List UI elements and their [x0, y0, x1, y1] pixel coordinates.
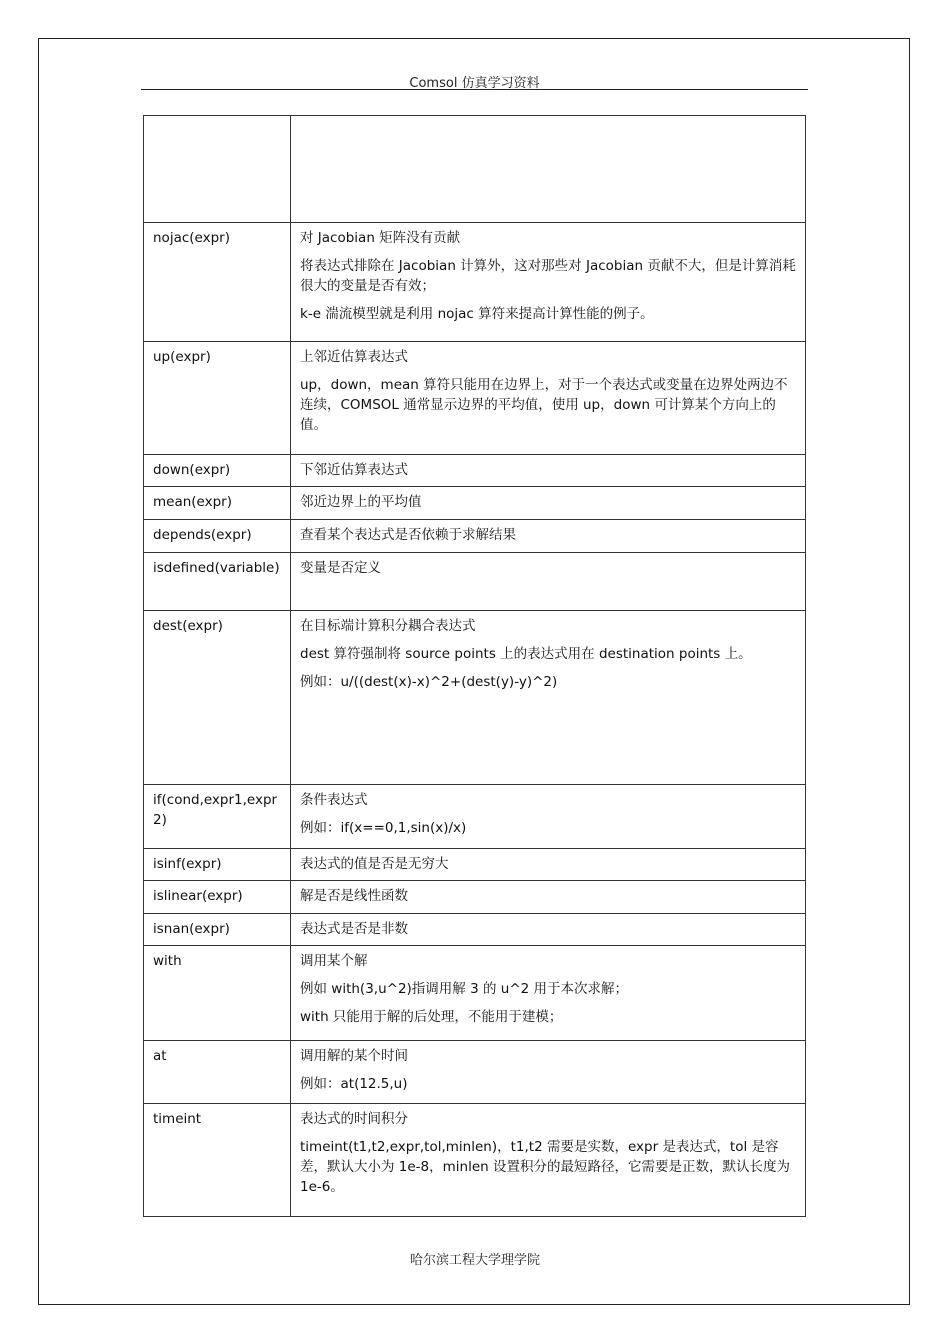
- description-paragraph: 对 Jacobian 矩阵没有贡献: [300, 230, 461, 246]
- function-description-cell: [291, 611, 806, 785]
- function-name-cell: nojac(expr): [144, 223, 291, 342]
- description-paragraph: 表达式的值是否是无穷大: [300, 856, 449, 872]
- description-paragraph: timeint(t1,t2,expr,tol,minlen)，t1,t2 需要是实数，expr 是表达式，tol 是容差，默认大小为 1e-8，minlen 设置积分的最短路径，它需要是正数，默认长度为 1e-6。: [300, 1139, 791, 1195]
- table-row: [144, 342, 806, 455]
- description-paragraph: with 只能用于解的后处理，不能用于建模；: [300, 1009, 563, 1025]
- description-paragraph: 将表达式排除在 Jacobian 计算外，这对那些对 Jacobian 贡献不大，但是计算消耗很大的变量是否有效；: [300, 258, 796, 294]
- function-name-cell: isinf(expr): [144, 849, 291, 881]
- function-description-cell: [291, 223, 806, 342]
- function-description-cell: [291, 116, 806, 223]
- table-row: [144, 487, 806, 520]
- description-paragraph: 调用某个解: [300, 953, 368, 969]
- function-table-body: [144, 116, 806, 1217]
- description-paragraph: 解是否是线性函数: [300, 888, 408, 904]
- function-name-cell: with: [144, 946, 291, 1041]
- function-name-cell: up(expr): [144, 342, 291, 455]
- function-name-cell: islinear(expr): [144, 881, 291, 914]
- table-row: [144, 881, 806, 914]
- description-paragraph: 下邻近估算表达式: [300, 462, 408, 478]
- function-description-cell: [291, 1104, 806, 1217]
- description-paragraph: 表达式的时间积分: [300, 1111, 408, 1127]
- function-description-cell: [291, 914, 806, 946]
- description-paragraph: 查看某个表达式是否依赖于求解结果: [300, 527, 516, 543]
- function-description-cell: [291, 785, 806, 849]
- table-row: [144, 455, 806, 487]
- function-name-cell: down(expr): [144, 455, 291, 487]
- description-paragraph: 例如：if(x==0,1,sin(x)/x): [300, 820, 467, 836]
- function-description-cell: [291, 487, 806, 520]
- function-description-cell: [291, 455, 806, 487]
- description-paragraph: 条件表达式: [300, 792, 368, 808]
- function-description-cell: [291, 342, 806, 455]
- table-row: [144, 946, 806, 1041]
- page-footer: 哈尔滨工程大学理学院: [409, 1253, 540, 1268]
- function-description-cell: [291, 520, 806, 553]
- table-row: [144, 553, 806, 611]
- function-name-cell: if(cond,expr1,expr2): [144, 785, 291, 849]
- function-description-cell: [291, 849, 806, 881]
- function-name-cell: at: [144, 1041, 291, 1104]
- description-paragraph: 邻近边界上的平均值: [300, 494, 422, 510]
- description-paragraph: 例如：at(12.5,u): [300, 1076, 408, 1092]
- function-name-cell: depends(expr): [144, 520, 291, 553]
- table-row: [144, 1104, 806, 1217]
- function-name-cell: timeint: [144, 1104, 291, 1217]
- function-description-cell: [291, 946, 806, 1041]
- description-paragraph: dest 算符强制将 source points 上的表达式用在 destination points 上。: [300, 646, 752, 662]
- table-row: [144, 914, 806, 946]
- table-row: [144, 1041, 806, 1104]
- description-paragraph: 例如：u/((dest(x)-x)^2+(dest(y)-y)^2): [300, 674, 558, 690]
- table-row: [144, 611, 806, 785]
- function-name-cell: dest(expr): [144, 611, 291, 785]
- description-paragraph: 变量是否定义: [300, 560, 381, 576]
- description-paragraph: 例如 with(3,u^2)指调用解 3 的 u^2 用于本次求解；: [300, 981, 629, 997]
- table-row: [144, 849, 806, 881]
- function-name-cell: mean(expr): [144, 487, 291, 520]
- description-paragraph: 在目标端计算积分耦合表达式: [300, 618, 476, 634]
- table-row: [144, 520, 806, 553]
- description-paragraph: 调用解的某个时间: [300, 1048, 408, 1064]
- function-description-cell: [291, 553, 806, 611]
- table-row: [144, 116, 806, 223]
- description-paragraph: k-e 湍流模型就是利用 nojac 算符来提高计算性能的例子。: [300, 306, 654, 322]
- table-row: [144, 785, 806, 849]
- function-name-cell: [144, 116, 291, 223]
- header-rule: [141, 89, 808, 90]
- page-header-title: Comsol 仿真学习资料: [409, 76, 540, 91]
- function-name-cell: isnan(expr): [144, 914, 291, 946]
- table-row: [144, 223, 806, 342]
- description-paragraph: up，down，mean 算符只能用在边界上，对于一个表达式或变量在边界处两边不连续，COMSOL 通常显示边界的平均值，使用 up，down 可计算某个方向上的值。: [300, 377, 788, 433]
- function-description-cell: [291, 1041, 806, 1104]
- description-paragraph: 表达式是否是非数: [300, 921, 408, 937]
- function-name-cell: isdefined(variable): [144, 553, 291, 611]
- function-description-cell: [291, 881, 806, 914]
- description-paragraph: 上邻近估算表达式: [300, 349, 408, 365]
- function-table: [143, 115, 806, 1217]
